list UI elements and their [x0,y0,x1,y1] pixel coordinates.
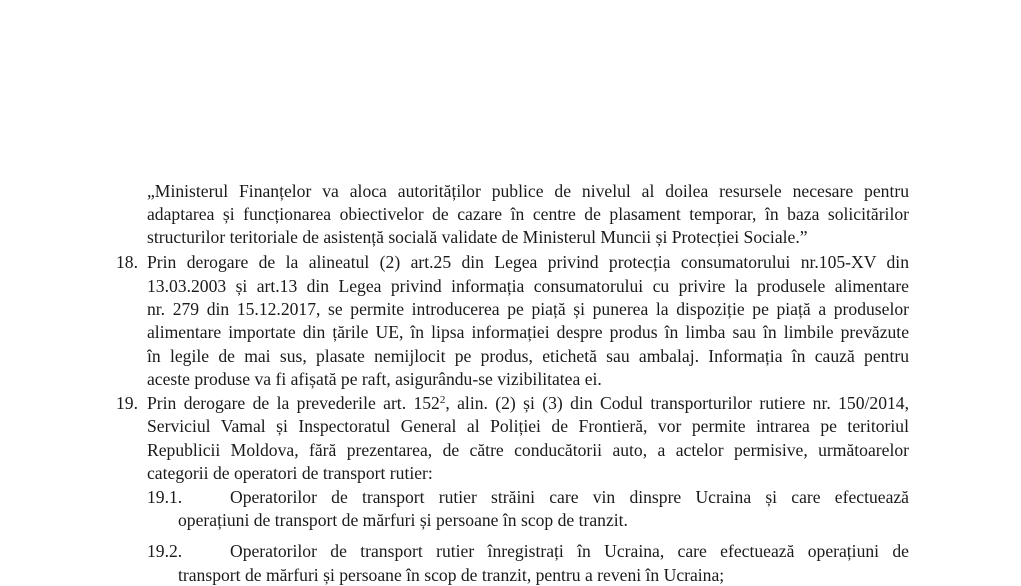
item-number: 18. [116,252,138,272]
quote-line: structurilor teritoriale de asistență socială validate de Ministerul Muncii și Protecției Sociale.” [147,227,808,247]
item18-line: aceste produse va fi afișată pe raft, asigurându-se vizibilitatea ei. [147,369,602,389]
item19-line: Republicii Moldova, fără prezentarea, de către conducătorii auto, a actelor permisive, următoarelor [147,440,909,460]
item19-line: Serviciul Vamal și Inspectoratul General al Poliției de Frontieră, vor permite intrarea pe teritoriul [147,416,909,436]
item-number: 19. [116,393,138,413]
quote-line: adaptarea și funcționarea obiectivelor de cazare în centre de plasament temporar, în baza solicitărilor [147,204,909,224]
sub192-line: transport de mărfuri și persoane în scop de tranzit, pentru a reveni în Ucraina; [178,565,725,585]
item19-line: categorii de operatori de transport rutier: [147,463,433,483]
subitem-number: 19.1. [147,487,183,507]
sub192-line: Operatorilor de transport rutier înregistrați în Ucraina, care efectuează operațiuni de [230,541,909,561]
item19-line1-before: Prin derogare de la prevederile art. 152 [147,393,440,413]
sub191-line: operațiuni de transport de mărfuri și persoane în scop de tranzit. [178,510,628,530]
quote-line: „Ministerul Finanțelor va aloca autorităților publice de nivelul al doilea resursele necesare pentru [147,181,909,201]
item18-line: alimentare importate din țările UE, în lipsa informației despre produs în limba sau în limbile prevăzute [147,322,909,342]
superscript: 2 [439,394,446,406]
sub191-line: Operatorilor de transport rutier străini care vin dinspre Ucraina și care efectuează [230,487,909,507]
item18-line: nr. 279 din 15.12.2017, se permite introducerea pe piață și punerea la dispoziție pe piață a produselor [147,299,909,319]
item19-line1-after: , alin. (2) și (3) din Codul transporturilor rutiere nr. 150/2014, [445,393,909,413]
item19-line [147,392,909,414]
item18-line: Prin derogare de la alineatul (2) art.25 din Legea privind protecția consumatorului nr.105-XV din [147,252,909,272]
subitem-number: 19.2. [147,541,183,561]
item18-line: în legile de mai sus, plasate nemijlocit pe produs, etichetă sau ambalaj. Informația în cauză pentru [147,346,909,366]
item18-line: 13.03.2003 și art.13 din Legea privind informația consumatorului cu privire la produsele alimentare [147,276,909,296]
